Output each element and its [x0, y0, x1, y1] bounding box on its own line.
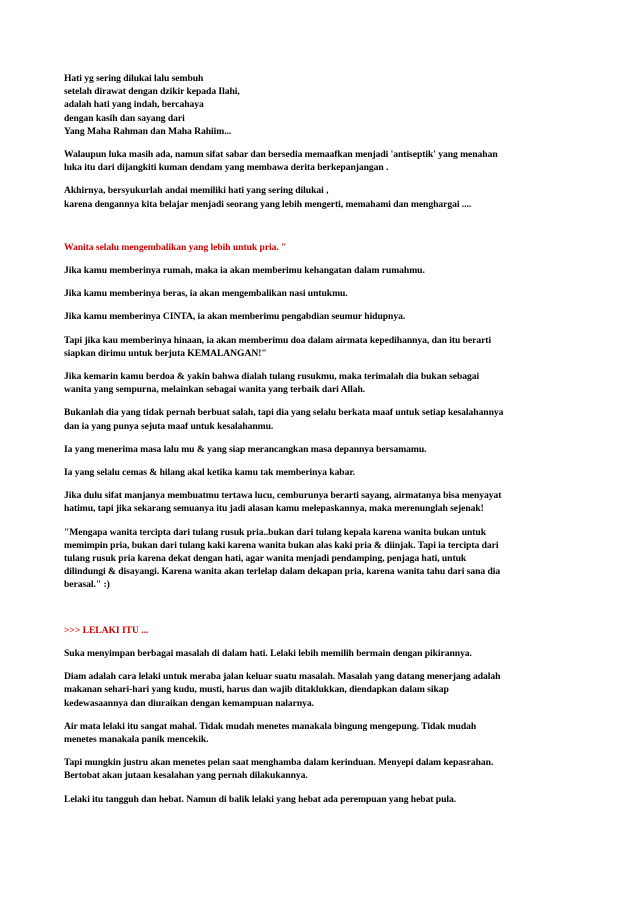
intro-paragraph-3 — [64, 184, 584, 210]
text-line: Bukanlah dia yang tidak pernah berbuat salah, tapi dia yang selalu berkata maaf untuk setiap kesalahannya — [64, 407, 504, 419]
lelaki-heading: >>> LELAKI ITU ... — [64, 624, 149, 636]
lelaki-paragraph — [64, 756, 584, 782]
text-line: Jika kamu memberinya rumah, maka ia akan memberimu kehangatan dalam rumahmu. — [64, 265, 425, 277]
text-line: memimpin pria, bukan dari tulang kaki karena wanita bukan alas kaki pria & diinjak. Tapi ia tercipta dari — [64, 539, 499, 551]
section-spacer — [64, 221, 584, 241]
wanita-paragraph — [64, 334, 584, 360]
section-spacer — [64, 602, 584, 624]
text-line: Air mata lelaki itu sangat mahal. Tidak mudah menetes manakala bingung mengepung. Tidak mudah — [64, 720, 477, 732]
text-line: makanan sehari-hari yang kudu, musti, harus dan wajib ditaklukkan, diendapkan dalam sikap — [64, 684, 449, 696]
wanita-paragraph — [64, 310, 584, 323]
poem-line: setelah dirawat dengan dzikir kepada Ilahi, — [64, 86, 240, 98]
text-line: luka itu dari dijangkiti kuman dendam yang membawa derita berkepanjangan . — [64, 162, 389, 174]
wanita-paragraph — [64, 264, 584, 277]
text-line: wanita yang sempurna, melainkan sebagai wanita yang terbaik dari Allah. — [64, 384, 366, 396]
wanita-quote — [64, 526, 584, 592]
poem-line: Hati yg sering dilukai lalu sembuh — [64, 73, 204, 84]
text-line: Lelaki itu tangguh dan hebat. Namun di balik lelaki yang hebat ada perempuan yang hebat pula. — [64, 793, 457, 805]
text-line: dilindungi & disayangi. Karena wanita akan terlelap dalam dekapan pria, karena wanita tahu dari sana dia — [64, 566, 501, 578]
poem-line: dengan kasih dan sayang dari — [64, 112, 185, 124]
text-line: dan ia yang punya sejuta maaf untuk kesalahanmu. — [64, 420, 274, 432]
text-line: Jika kamu memberinya CINTA, ia akan memberimu pengabdian seumur hidupnya. — [64, 311, 406, 323]
lelaki-paragraph — [64, 647, 584, 660]
text-line: Walaupun luka masih ada, namun sifat sabar dan bersedia memaafkan menjadi 'antiseptik' yang menahan — [64, 149, 498, 161]
text-line: berasal." :) — [64, 579, 110, 591]
lelaki-paragraph — [64, 793, 584, 806]
wanita-heading: Wanita selalu mengembalikan yang lebih untuk pria. " — [64, 241, 287, 253]
lelaki-paragraph — [64, 670, 584, 710]
text-line: "Mengapa wanita tercipta dari tulang rusuk pria..bukan dari tulang kepala karena wanita bukan untuk — [64, 526, 486, 538]
poem-line: Yang Maha Rahman dan Maha Rahiim... — [64, 125, 232, 137]
text-line: hatimu, tapi jika sekarang semuanya itu jadi alasan kamu melepaskannya, maka merenunglah sejenak! — [64, 503, 484, 515]
wanita-paragraph — [64, 406, 584, 432]
wanita-paragraph — [64, 489, 584, 515]
wanita-paragraph — [64, 466, 584, 479]
text-line: Jika kemarin kamu berdoa & yakin bahwa dialah tulang rusukmu, maka terimalah dia bukan sebagai — [64, 371, 480, 383]
intro-paragraph-2 — [64, 148, 584, 174]
wanita-paragraph — [64, 443, 584, 456]
text-line: Akhirnya, bersyukurlah andai memiliki hati yang sering dilukai , — [64, 185, 329, 197]
text-line: karena dengannya kita belajar menjadi seorang yang lebih mengerti, memahami dan menghargai .... — [64, 198, 472, 210]
poem-line: adalah hati yang indah, bercahaya — [64, 99, 204, 111]
text-line: Bertobat akan jutaan kesalahan yang pernah dilakukannya. — [64, 770, 308, 782]
text-line: kedewasaannya dan diuraikan dengan kemampuan nalarnya. — [64, 697, 315, 709]
text-line: menetes manakala panik mencekik. — [64, 733, 209, 745]
text-line: Jika kamu memberinya beras, ia akan mengembalikan nasi untukmu. — [64, 288, 348, 300]
text-line: Suka menyimpan berbagai masalah di dalam hati. Lelaki lebih memilih bermain dengan pikirannya. — [64, 647, 472, 659]
wanita-paragraph — [64, 370, 584, 396]
text-line: tulang rusuk pria karena dekat dengan hati, agar wanita menjadi pendamping, penjaga hati, untuk — [64, 553, 467, 565]
intro-poem — [64, 72, 584, 138]
wanita-paragraph — [64, 287, 584, 300]
document-page — [64, 72, 584, 816]
text-line: Tapi jika kau memberinya hinaan, ia akan memberimu doa dalam airmata kepedihannya, dan itu berarti — [64, 334, 492, 346]
text-line: Jika dulu sifat manjanya membuatmu tertawa lucu, cemburunya berarti sayang, airmatanya bisa menyayat — [64, 490, 502, 502]
text-line: Tapi mungkin justru akan menetes pelan saat menghamba dalam kerinduan. Menyepi dalam kepasrahan. — [64, 757, 494, 769]
text-line: Diam adalah cara lelaki untuk meraba jalan keluar suatu masalah. Masalah yang datang menerjang adalah — [64, 671, 501, 683]
lelaki-paragraph — [64, 720, 584, 746]
text-line: siapkan dirimu untuk berjuta KEMALANGAN!" — [64, 347, 267, 359]
text-line: Ia yang menerima masa lalu mu & yang siap merancangkan masa depannya bersamamu. — [64, 443, 427, 455]
text-line: Ia yang selalu cemas & hilang akal ketika kamu tak memberinya kabar. — [64, 467, 356, 479]
